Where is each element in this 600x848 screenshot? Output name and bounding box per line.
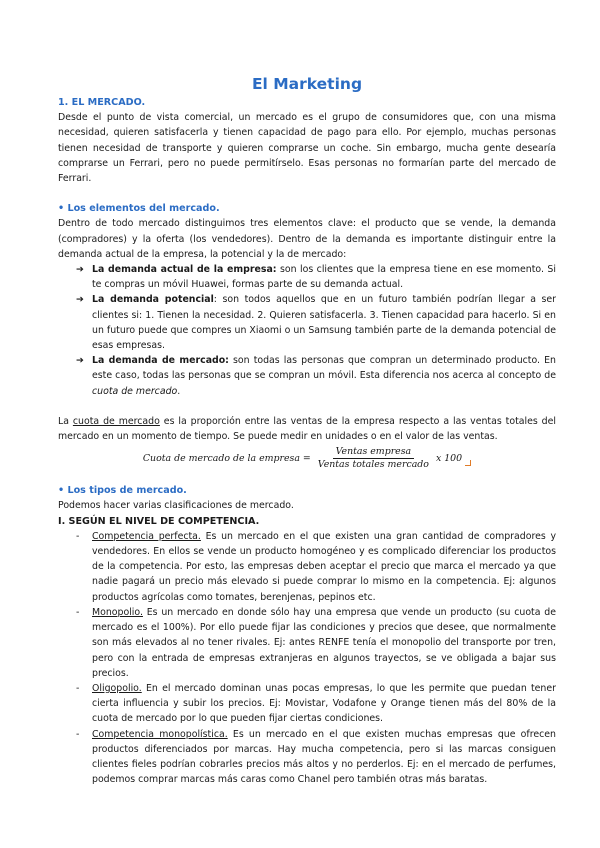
competencia-monopolistica-text: Es un mercado en el que existen muchas empresas que ofrecen productos diferenciados por marcas. Hay mucha competencia, pero si las marcas consiguen clientes fieles podrían cobrarles precios más altos y no perderlos. Ej: en el mercado de perfumes, podemos comprar marcas más caras como Chanel pero también otras más baratas. xyxy=(92,728,556,786)
cuota-formula xyxy=(58,446,556,471)
demanda-potencial-text: : son todos aquellos que en un futuro también podrían llegar a ser clientes si: 1. Tienen la necesidad. 2. Quieren satisfacerla. 3. Tienen capacidad para hacerlo. Si en un futuro puede que compres un Xiaomi o un Samsung también parte de la demanda potencial de esas empresas. xyxy=(92,294,557,352)
section-heading-mercado: 1. EL MERCADO. xyxy=(58,97,146,108)
formula-numerator: Ventas empresa xyxy=(333,446,415,459)
dash-bullet-icon: - xyxy=(76,606,80,618)
cuota-prefix: La xyxy=(58,415,73,427)
arrow-bullet-icon: ➔ xyxy=(76,355,84,367)
demanda-list xyxy=(58,262,556,399)
tipos-intro: Podemos hacer varias clasificaciones de mercado. xyxy=(58,500,294,512)
cuota-text: es la proporción entre las ventas de la empresa respecto a las ventas totales del mercado en un momento de tiempo. Se puede medir en unidades o en el valor de las ventas. xyxy=(58,415,556,443)
cuota-term: cuota de mercado xyxy=(72,415,160,427)
competencia-perfecta-text: Es un mercado en el que existen una gran cantidad de compradores y vendedores. En ellos se vende un producto homogéneo y es complicado diferenciar los productos de la competencia. Por esto, las empresas deben aceptar el precio que marca el mercado ya que nadie pagará un precio más elevado si puede comprar lo mismo en la competencia. Ej: algunos productos agrícolas como tomates, berenjenas, pepinos etc. xyxy=(92,530,556,603)
demanda-actual-text: son los clientes que la empresa tiene en ese momento. Si te compras un móvil Huawei, formas parte de su demanda actual. xyxy=(92,264,556,291)
list-item xyxy=(58,681,556,727)
dash-bullet-icon: - xyxy=(76,530,80,542)
oligopolio-text: En el mercado dominan unas pocas empresas, lo que les permite que puedan tener cierta influencia y subir los precios. Ej: Movistar, Vodafone y Orange tienen más del 80% de la cuota de mercado por lo que pueden fijar ciertas condiciones. xyxy=(92,682,556,725)
monopolio-text: Es un mercado en donde sólo hay una empresa que vende un producto (su cuota de mercado es el 100%). Por ello puede fijar las condiciones y precios que desee, que normalmente son más elevados al no tener rivales. Ej: antes RENFE tenía el monopolio del transporte por tren, pero con la entrada de empresas extranjeras en algunos trayectos, se ve obligada a bajar sus precios. xyxy=(92,606,556,679)
arrow-bullet-icon: ➔ xyxy=(76,294,84,306)
oligopolio-term: Oligopolio. xyxy=(92,682,142,694)
formula-fraction xyxy=(315,446,432,471)
dash-bullet-icon: - xyxy=(76,682,80,694)
formula-rhs: x 100 xyxy=(435,453,463,465)
list-item xyxy=(58,292,556,353)
list-item xyxy=(58,529,556,605)
document-page xyxy=(58,74,556,787)
demanda-potencial-term: La demanda potencial xyxy=(92,294,214,306)
competencia-subheading: I. SEGÚN EL NIVEL DE COMPETENCIA. xyxy=(58,515,260,527)
demanda-mercado-end: . xyxy=(177,385,181,397)
elementos-intro: Dentro de todo mercado distinguimos tres elementos clave: el producto que se vende, la demanda (compradores) y la oferta (los vendedores). Dentro de la demanda es importante distinguir entre la demanda actual de la empresa, la potencial y la de mercado: xyxy=(58,218,556,260)
demanda-actual-term: La demanda actual de la empresa: xyxy=(92,264,277,276)
list-item xyxy=(58,262,556,292)
page-title: El Marketing xyxy=(251,75,363,93)
elementos-heading: • Los elementos del mercado. xyxy=(58,203,220,215)
demanda-mercado-term: La demanda de mercado: xyxy=(92,355,229,367)
tipos-heading: • Los tipos de mercado. xyxy=(58,485,187,497)
list-item xyxy=(58,727,556,788)
arrow-bullet-icon: ➔ xyxy=(76,264,84,276)
competencia-perfecta-term: Competencia perfecta. xyxy=(92,530,201,542)
formula-lhs: Cuota de mercado de la empresa = xyxy=(142,453,311,465)
competencia-monopolistica-term: Competencia monopolística. xyxy=(92,728,228,740)
cuota-emphasis: cuota de mercado xyxy=(92,385,178,397)
list-item xyxy=(58,605,556,681)
mercado-paragraph: Desde el punto de vista comercial, un mercado es el grupo de consumidores que, con una misma necesidad, quieren satisfacerla y tienen capacidad de pago para ello. Por ejemplo, muchas personas tienen necesidad de transporte y quieren comprarse un coche. Sin embargo, mucha gente desearía comprarse un Ferrari, pero no puede permitírselo. Esas personas no formarían parte del mercado de Ferrari. xyxy=(58,112,556,185)
dash-bullet-icon: - xyxy=(76,728,80,740)
demanda-mercado-text: son todas las personas que compran un determinado producto. En este caso, todas las personas que se compran un móvil. Esta diferencia nos acerca al concepto de xyxy=(92,355,556,382)
monopolio-term: Monopolio. xyxy=(92,606,143,618)
list-item xyxy=(58,353,556,399)
cuota-paragraph xyxy=(58,414,556,444)
tipos-list xyxy=(58,529,556,787)
resize-handle-icon xyxy=(465,460,471,466)
formula-denominator: Ventas totales mercado xyxy=(317,459,429,471)
